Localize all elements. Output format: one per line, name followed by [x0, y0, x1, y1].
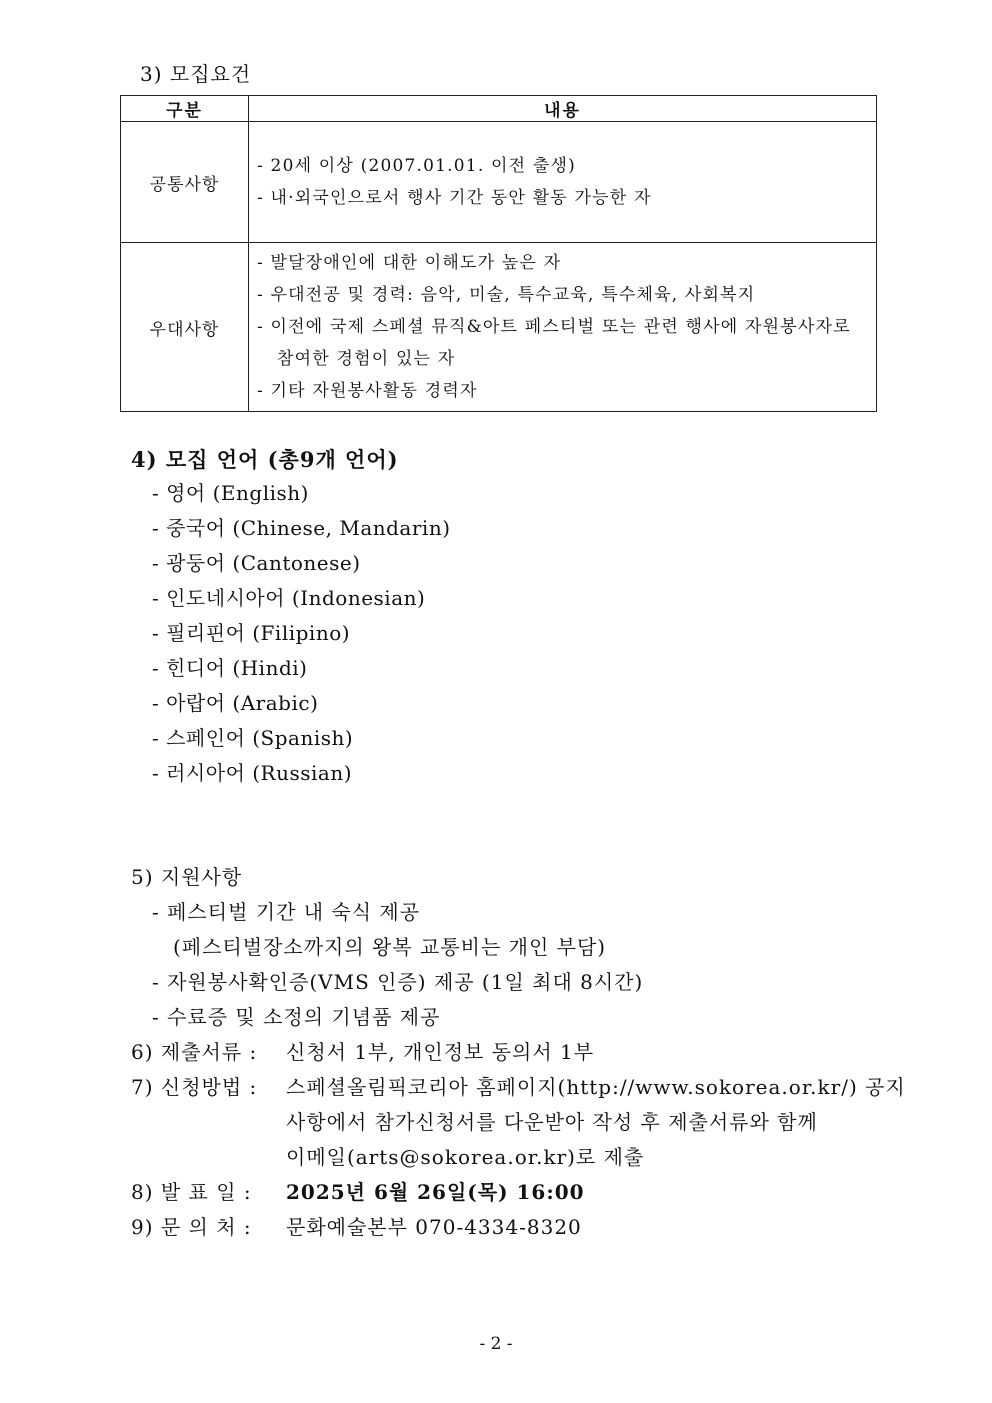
section-9-row: [131, 1210, 881, 1245]
section-3-title: 3) 모집요건: [140, 62, 252, 86]
details-block: [131, 860, 906, 1245]
content-line: - 20세 이상 (2007.01.01. 이전 출생): [257, 156, 576, 176]
content-line: 참여한 경험이 있는 자: [277, 349, 456, 369]
section-7-line: 사항에서 참가신청서를 다운받아 작성 후 제출서류와 함께: [286, 1110, 818, 1134]
content-line: - 이전에 국제 스페셜 뮤직&아트 페스티벌 또는 관련 행사에 자원봉사자로: [257, 317, 851, 337]
content-line: - 내·외국인으로서 행사 기간 동안 활동 가능한 자: [257, 188, 652, 208]
contact-info: 문화예술본부 070-4334-8320: [286, 1215, 582, 1239]
section-7-label: 7) 신청방법 :: [131, 1075, 258, 1099]
section-8-row: [131, 1175, 881, 1210]
table-row: [121, 122, 877, 243]
list-item: - 자원봉사확인증(VMS 인증) 제공 (1일 최대 8시간): [152, 970, 644, 994]
announcement-date: 2025년 6월 26일(목) 16:00: [286, 1180, 585, 1204]
list-item: - 영어 (English): [152, 481, 309, 505]
list-item: - 스페인어 (Spanish): [152, 726, 354, 750]
content-line: - 발달장애인에 대한 이해도가 높은 자: [257, 253, 562, 273]
list-item: (페스티벌장소까지의 왕복 교통비는 개인 부담): [173, 935, 607, 959]
list-item: - 필리핀어 (Filipino): [152, 621, 351, 645]
section-7-line: 스페셜올림픽코리아 홈페이지(http://www.sokorea.or.kr/) 공지: [286, 1075, 906, 1099]
content-line: - 기타 자원봉사활동 경력자: [257, 381, 478, 401]
table-row: [121, 243, 877, 412]
header-content: 내용: [249, 96, 877, 122]
list-item: - 인도네시아어 (Indonesian): [152, 586, 426, 610]
section-5-title: 5) 지원사항: [131, 865, 243, 889]
page-number: - 2 -: [479, 1334, 513, 1354]
language-list: [152, 476, 451, 791]
list-item: - 힌디어 (Hindi): [152, 656, 308, 680]
requirements-table: [120, 95, 877, 412]
section-6-value: 신청서 1부, 개인정보 동의서 1부: [286, 1040, 595, 1064]
list-item: - 아랍어 (Arabic): [152, 691, 319, 715]
section-4-title: 4) 모집 언어 (총9개 언어): [131, 447, 399, 472]
section-8-label: 8) 발 표 일 :: [131, 1180, 252, 1204]
list-item: - 중국어 (Chinese, Mandarin): [152, 516, 451, 540]
row-category-common: 공통사항: [121, 122, 249, 243]
section-7-line: 이메일(arts@sokorea.or.kr)로 제출: [286, 1145, 645, 1169]
section-6-label: 6) 제출서류 :: [131, 1040, 258, 1064]
section-6-row: [131, 1035, 881, 1070]
row-content-common: [249, 122, 877, 243]
header-category: 구분: [121, 96, 249, 122]
list-item: - 수료증 및 소정의 기념품 제공: [152, 1005, 441, 1029]
list-item: - 광둥어 (Cantonese): [152, 551, 361, 575]
content-line: - 우대전공 및 경력: 음악, 미술, 특수교육, 특수체육, 사회복지: [257, 285, 756, 305]
table-header-row: [121, 96, 877, 122]
row-content-preferred: [249, 243, 877, 412]
list-item: - 러시아어 (Russian): [152, 761, 353, 785]
row-category-preferred: 우대사항: [121, 243, 249, 412]
list-item: - 페스티벌 기간 내 숙식 제공: [152, 900, 421, 924]
section-7-row: [131, 1070, 906, 1105]
section-9-label: 9) 문 의 처 :: [131, 1215, 252, 1239]
